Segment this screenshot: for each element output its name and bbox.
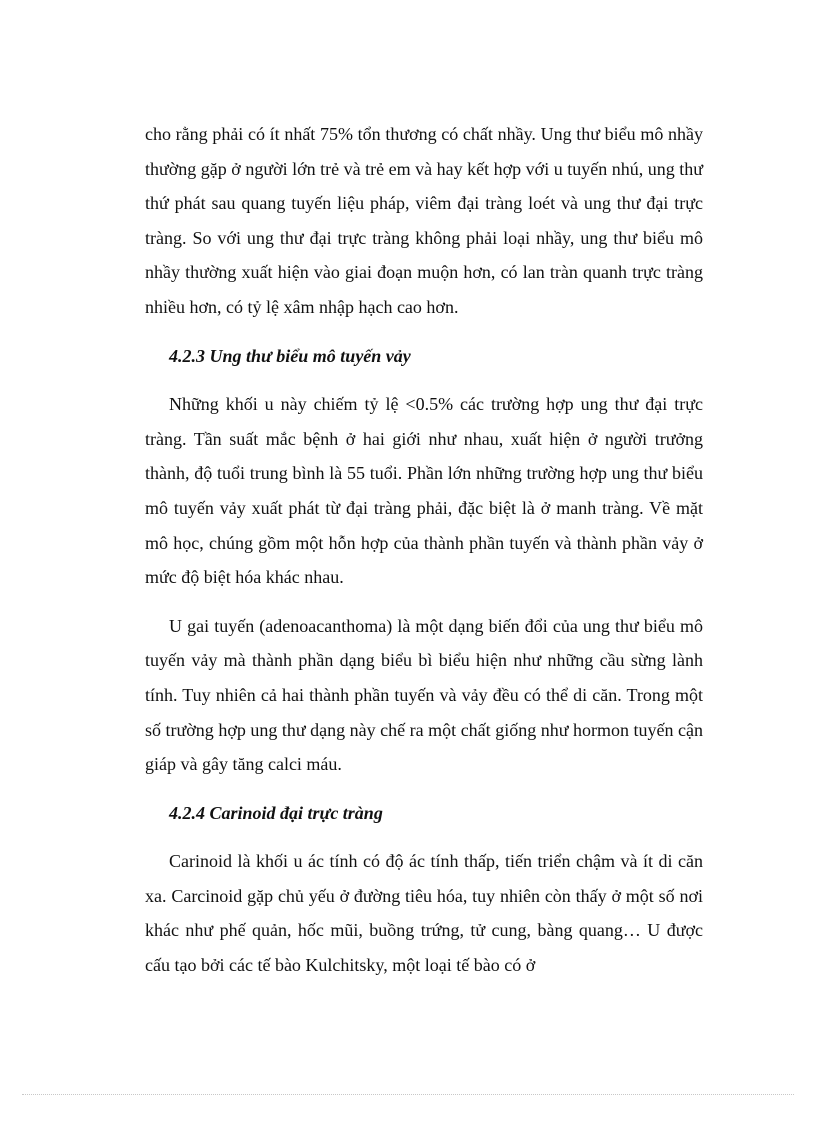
page-footer-divider [22,1094,794,1095]
page-body [145,117,703,983]
section-heading-4-2-4: 4.2.4 Carinoid đại trực tràng [169,802,383,823]
section-heading-4-2-3: 4.2.3 Ung thư biểu mô tuyến vảy [169,345,411,366]
paragraph-mucinous-carcinoma: cho rằng phải có ít nhất 75% tổn thương có chất nhầy. Ung thư biểu mô nhầy thường gặp ở người lớn trẻ và trẻ em và hay kết hợp với u tuyến nhú, ung thư thứ phát sau quang tuyến liệu pháp, viêm đại tràng loét và ung thư đại trực tràng. So với ung thư đại trực tràng không phải loại nhầy, ung thư biểu mô nhầy thường xuất hiện vào giai đoạn muộn hơn, có lan tràn quanh trực tràng nhiều hơn, có tỷ lệ xâm nhập hạch cao hơn. [145,124,703,317]
paragraph-adenosquamous-intro: Những khối u này chiếm tỷ lệ <0.5% các trường hợp ung thư đại trực tràng. Tần suất mắc bệnh ở hai giới như nhau, xuất hiện ở người trưởng thành, độ tuổi trung bình là 55 tuổi. Phần lớn những trường hợp ung thư biểu mô tuyến vảy xuất phát từ đại tràng phải, đặc biệt là ở manh tràng. Về mặt mô học, chúng gồm một hỗn hợp của thành phần tuyến và thành phần vảy ở mức độ biệt hóa khác nhau. [145,394,703,588]
paragraph-adenoacanthoma: U gai tuyến (adenoacanthoma) là một dạng biến đổi của ung thư biểu mô tuyến vảy mà thành phần dạng biểu bì biểu hiện như những cầu sừng lành tính. Tuy nhiên cả hai thành phần tuyến và vảy đều có thể di căn. Trong một số trường hợp ung thư dạng này chế ra một chất giống như hormon tuyến cận giáp và gây tăng calci máu. [145,615,703,775]
paragraph-carcinoid: Carinoid là khối u ác tính có độ ác tính thấp, tiến triển chậm và ít di căn xa. Carcinoid gặp chủ yếu ở đường tiêu hóa, tuy nhiên còn thấy ở một số nơi khác như phế quản, hốc mũi, buồng trứng, tử cung, bàng quang… U được cấu tạo bởi các tế bào Kulchitsky, một loại tế bào có ở [145,851,703,976]
